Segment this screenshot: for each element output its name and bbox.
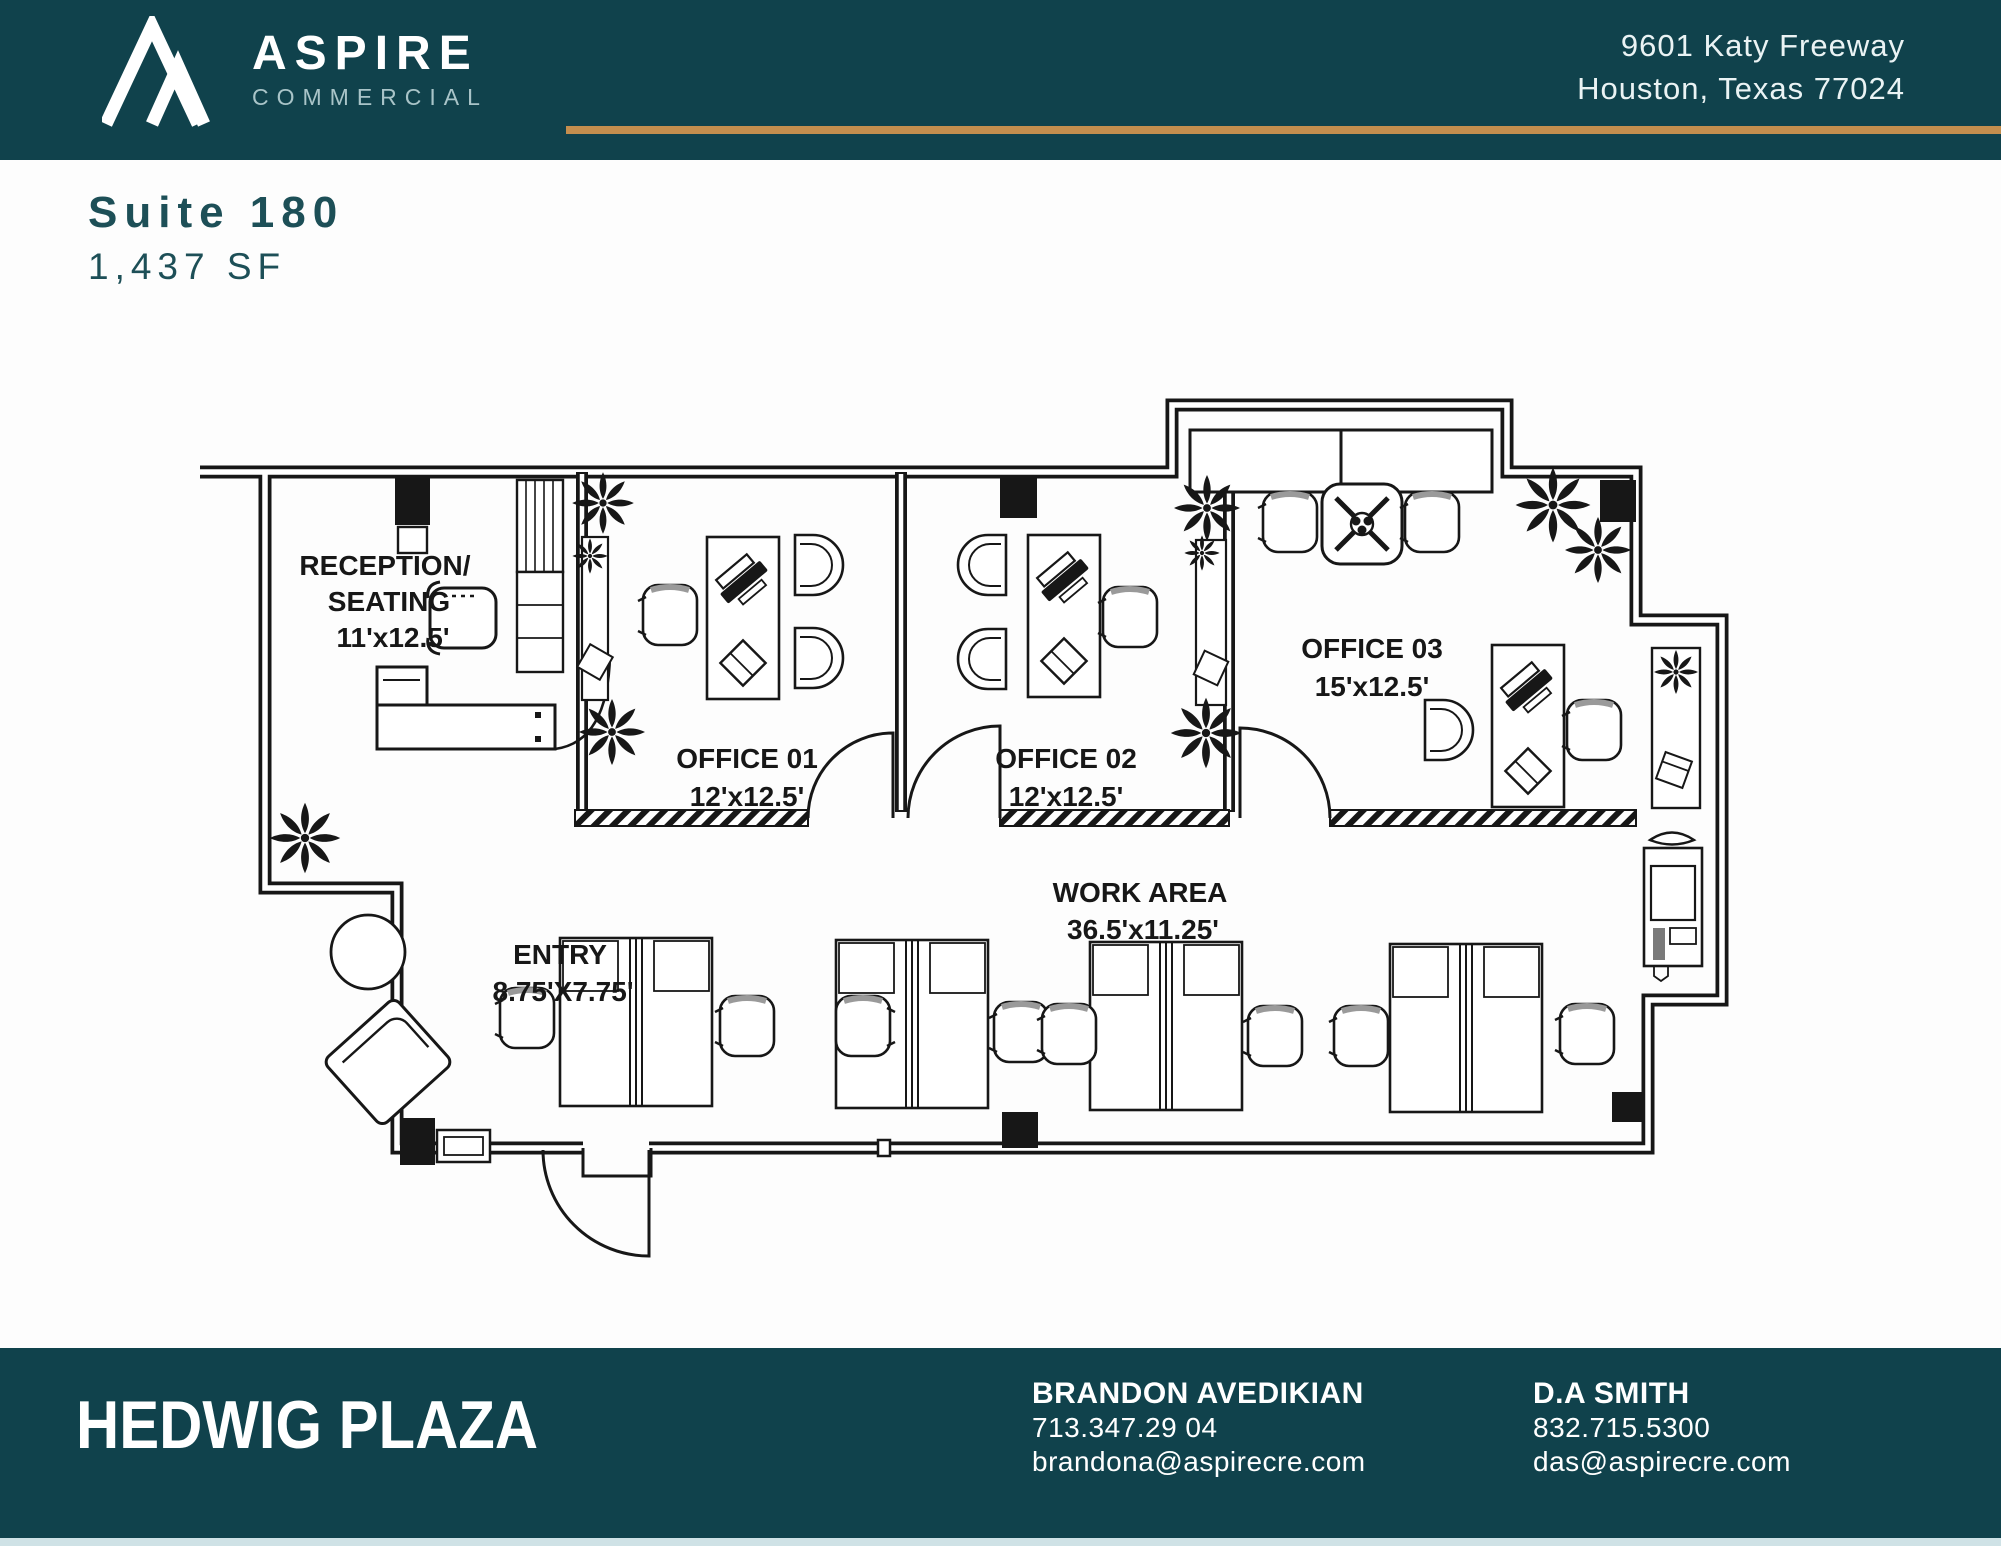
- workarea-label: WORK AREA: [1052, 877, 1228, 908]
- address-line1: 9601 Katy Freeway: [1620, 28, 1905, 63]
- reception-label: RECEPTION/: [299, 550, 471, 581]
- contact-email: brandona@aspirecre.com: [1032, 1446, 1366, 1477]
- svg-text:8.75'X7.75': 8.75'X7.75': [492, 976, 634, 1007]
- office2-furniture: [958, 475, 1241, 768]
- meeting-table-icon: [1322, 484, 1402, 564]
- suite-area: 1,437 SF: [88, 246, 287, 287]
- footer-band: [0, 1348, 2001, 1538]
- office1-furniture: [572, 472, 843, 765]
- office1-label: OFFICE 01: [676, 743, 818, 774]
- entry-furniture: [323, 915, 453, 1127]
- lounge-chair-icon: [323, 997, 453, 1127]
- brand-name: ASPIRE: [252, 27, 479, 80]
- svg-text:SEATING: SEATING: [327, 586, 451, 617]
- svg-text:12'x12.5': 12'x12.5': [689, 781, 805, 812]
- office3-label: OFFICE 03: [1301, 633, 1443, 664]
- contact-dasmith: [1533, 1378, 1791, 1477]
- brand-subtitle: COMMERCIAL: [252, 84, 488, 110]
- contact-phone: 713.347.29 04: [1032, 1412, 1218, 1443]
- bottom-strip: [0, 1538, 2001, 1546]
- entry-label: ENTRY: [513, 939, 607, 970]
- office2-label: OFFICE 02: [995, 743, 1137, 774]
- suite-title: Suite 180: [88, 188, 345, 237]
- property-name: HEDWIG PLAZA: [76, 1387, 539, 1463]
- hatched-wall: [575, 810, 1636, 826]
- contact-email: das@aspirecre.com: [1533, 1446, 1791, 1477]
- reception-desk-icon: [377, 655, 610, 749]
- round-table-icon: [331, 915, 405, 989]
- contact-phone: 832.715.5300: [1533, 1412, 1711, 1443]
- svg-text:11'x12.5': 11'x12.5': [336, 622, 450, 653]
- address-line2: Houston, Texas 77024: [1577, 71, 1905, 106]
- svg-text:36.5'x11.25': 36.5'x11.25': [1067, 914, 1219, 945]
- contact-name: D.A SMITH: [1533, 1377, 1690, 1410]
- svg-text:12'x12.5': 12'x12.5': [1008, 781, 1124, 812]
- svg-text:15'x12.5': 15'x12.5': [1314, 671, 1430, 702]
- contact-name: BRANDON AVEDIKIAN: [1032, 1377, 1364, 1410]
- workarea-furniture: [492, 938, 1614, 1112]
- contact-brandon: [1032, 1378, 1366, 1477]
- kitchenette: [1644, 648, 1702, 981]
